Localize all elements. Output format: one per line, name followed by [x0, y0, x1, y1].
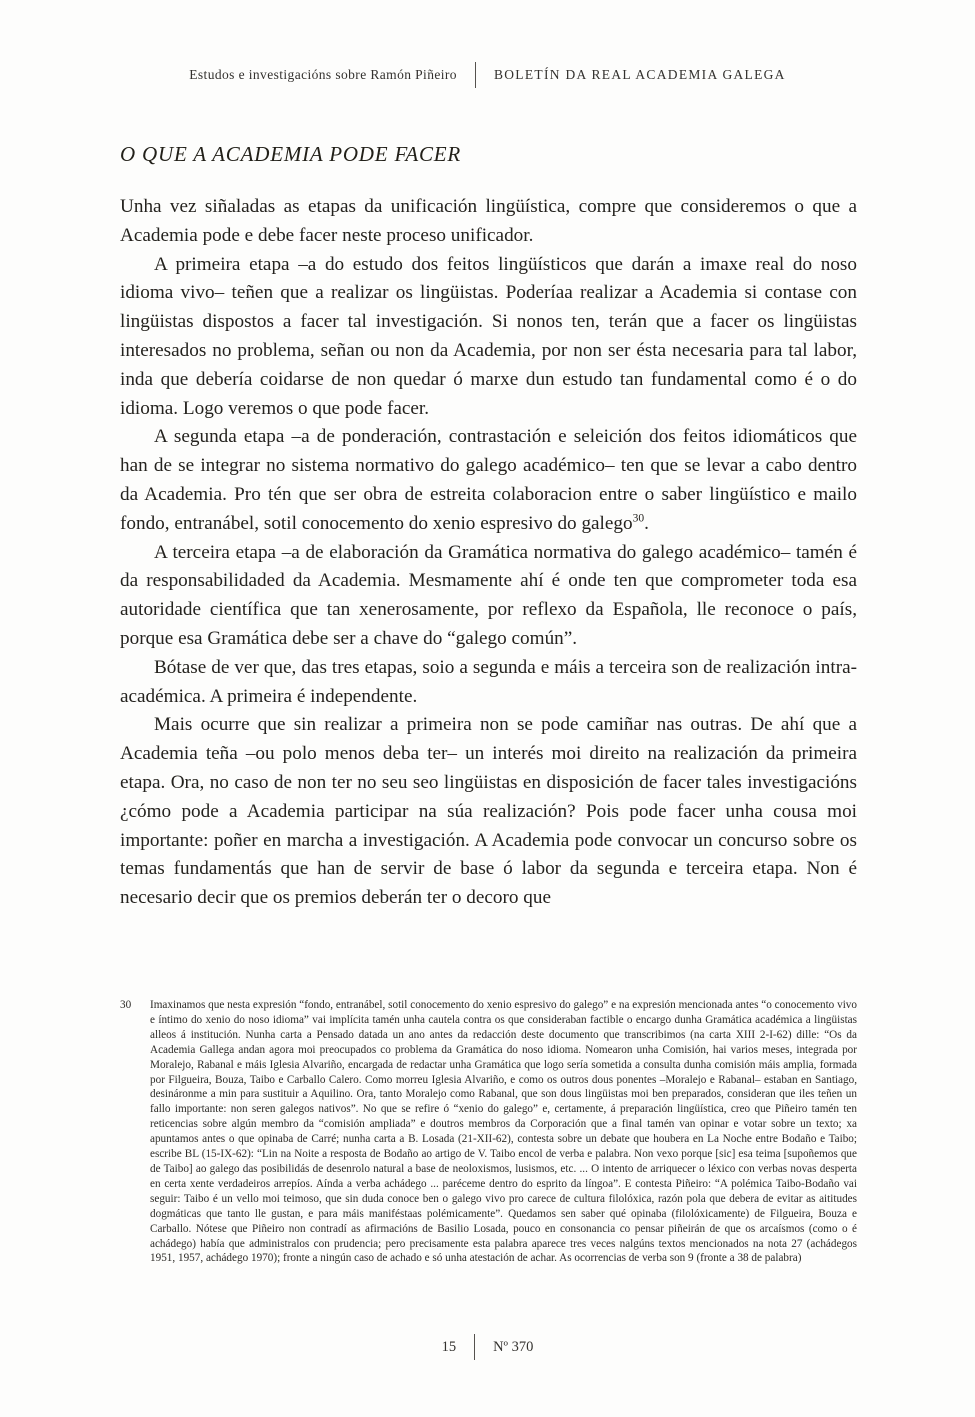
- header-journal-title: BOLETÍN DA REAL ACADEMIA GALEGA: [493, 67, 786, 82]
- footnote-text: Imaxinamos que nesta expresión “fondo, entranábel, sotil conocemento do xenio espresivo do galego” e na expresión mencionada antes “o conocemento vivo e íntimo do xenio do noso idioma” vai implícita tamén unha cautela contra os que consideraban factible o encargo dunha Gramática académica a lingüistas alleos á institución. Nunha carta a Pensado datada un ano antes da redacción deste documento que transcribimos (na carta XIII 2-I-62) dille: “Os da Academia Gallega andan agora moi preocupados co problema da Gramática do noso idioma. Nomearon unha Comisión, hai varios meses, integrada por Moralejo, Rabanal e máis Iglesia Alvariño, encargada de redactar unha Gramática que logo sería sometida a consulta dunha comisión máis amplia, formada por Filgueira, Bouza, Taibo e Carballo Calero. Como morreu Iglesia Alvariño, e como os outros dous ponentes –Moralejo e Rabanal– estaban en Santiago, desináronme a min para sustituir a Aquilino. Ora, tanto Moralejo como Rabanal, que son dous lingüistas moi ben preparados, consideran que iles teñen un fallo importante: non seren galegos nativos”. No que se refire ó “xenio do galego” e, certamente, á preparación lingüística, creo que Piñeiro tamén ten reticencias sobre algún membro da “comisión ampliada” e doutros membros da Corporación que a final tamén van opinar e votar sobre un texto; xa apuntamos antes o que opinaba de Carré; nunha carta a B. Losada (21-XII-62), contesta sobre un debate que houbera en La Noche entre Bodaño e Taibo; escribe BL (15-IX-62): “Lin na Noite a resposta de Bodaño ao artigo de V. Taibo encol de verba e palabra. Non vexo porque [sic] esa teima [supoñemos que de Taibo] ao galego das posibilidás de desenrolo natural a base de neoloxismos, lusismos, etc. ... O intento de arriquecer o léxico con verbas novas desperta en certa xente verdadeiros arrepíos. Aínda a verba achádego ... paréceme dentro do esprito da língoa”. E contesta Piñeiro: “A polémica Taibo-Bodaño vai seguir: Taibo é un vello moi teimoso, que sin duda conoce ben o galego vivo pro carece de cultura filolóxica, razón pola que debera de evitar as aititudes dogmáticas que tanto lle gustan, e para máis maniféstaas polémicamente”. Quedamos sen saber qué opinaba (filolóxicamente) de Filgueira, Bouza e Carballo. Nótese que Piñeiro non contradí as afirmacións de Basilio Losada, pouco en consonancia co pensar piñeirán de que os arcaísmos (como o é achádego) había que administralos con prudencia; pero precisamente esta palabra aparece tres veces nalgúns textos mencionados na nota 27 (achádegos 1951, 1957, achádego 1970); fronte a ningún caso de achado e só unha atestación de achar. As ocorrencias de verba son 9 (fronte a 38 de palabra): [150, 999, 857, 1265]
- paragraph-3-text-after: .: [644, 512, 649, 534]
- article-body: [120, 142, 857, 913]
- header-divider: [475, 62, 476, 88]
- paragraph-1: Unha vez siñaladas as etapas da unificación lingüística, compre que consideremos o que a Academia pode e debe facer neste proceso unificador.: [120, 196, 857, 246]
- page-footer: [0, 1334, 975, 1360]
- footnotes-section: [120, 998, 857, 1266]
- issue-number: Nº 370: [493, 1338, 534, 1355]
- article-title: O QUE A ACADEMIA PODE FACER: [120, 142, 462, 166]
- running-head: [0, 62, 975, 88]
- footnote-reference-30: 30: [632, 512, 645, 525]
- footnote-30: [120, 998, 857, 1266]
- footer-divider: [474, 1334, 475, 1360]
- page-number: 15: [441, 1338, 457, 1355]
- paragraph-2: A primeira etapa –a do estudo dos feitos lingüísticos que darán a imaxe real do noso idioma vivo– teñen que a realizar os lingüistas. Poderíaa realizar a Academia si contase con lingüistas dispostos a facer tal investigación. Si nonos ten, terán que a facer os lingüistas interesados no problema, señan ou non da Academia, por non ser ésta necesaria para tal labor, inda que debería coidarse de non quedar ó marxe dun estudo tan fundamental como é o do idioma. Logo veremos o que pode facer.: [120, 253, 857, 419]
- paragraph-6: Mais ocurre que sin realizar a primeira non se pode camiñar nas outras. De ahí que a Academia teña –ou polo menos deba ter– un interés moi direito na realización da primeira etapa. Ora, no caso de non ter no seu seo lingüistas en disposición de facer tales investigacións ¿cómo pode a Academia participar na súa realización? Pois pode facer unha cousa moi importante: poñer en marcha a investigación. A Academia pode convocar un concurso sobre os temas fundamentás que han de servir de base ó labor da segunda e terceira etapa. Non é necesario decir que os premios deberán ter o decoro que: [120, 714, 857, 909]
- header-left-title: Estudos e investigacións sobre Ramón Piñeiro: [189, 67, 457, 82]
- paragraph-4: A terceira etapa –a de elaboración da Gramática normativa do galego académico– tamén é da responsabilidaded da Academia. Mesmamente ahí é onde ten que comprometer toda esa autoridade científica que tan xenerosamente, por reflexo da Española, lle reconoce o país, porque esa Gramática debe ser a chave do “galego común”.: [120, 541, 857, 649]
- footnote-number: 30: [120, 999, 132, 1011]
- paragraph-5: Bótase de ver que, das tres etapas, soio a segunda e máis a terceira son de realización intra-académica. A primeira é independente.: [120, 656, 857, 707]
- paragraph-3: [120, 423, 857, 538]
- paragraph-3-text: A segunda etapa –a de ponderación, contrastación e seleición dos feitos idiomáticos que han de se integrar no sistema normativo do galego académico– ten que se levar a cabo dentro da Academia. Pro tén que ser obra de estreita colaboracion entre o saber lingüístico e mailo fondo, entranábel, sotil conocemento do xenio espresivo do galego: [120, 426, 857, 534]
